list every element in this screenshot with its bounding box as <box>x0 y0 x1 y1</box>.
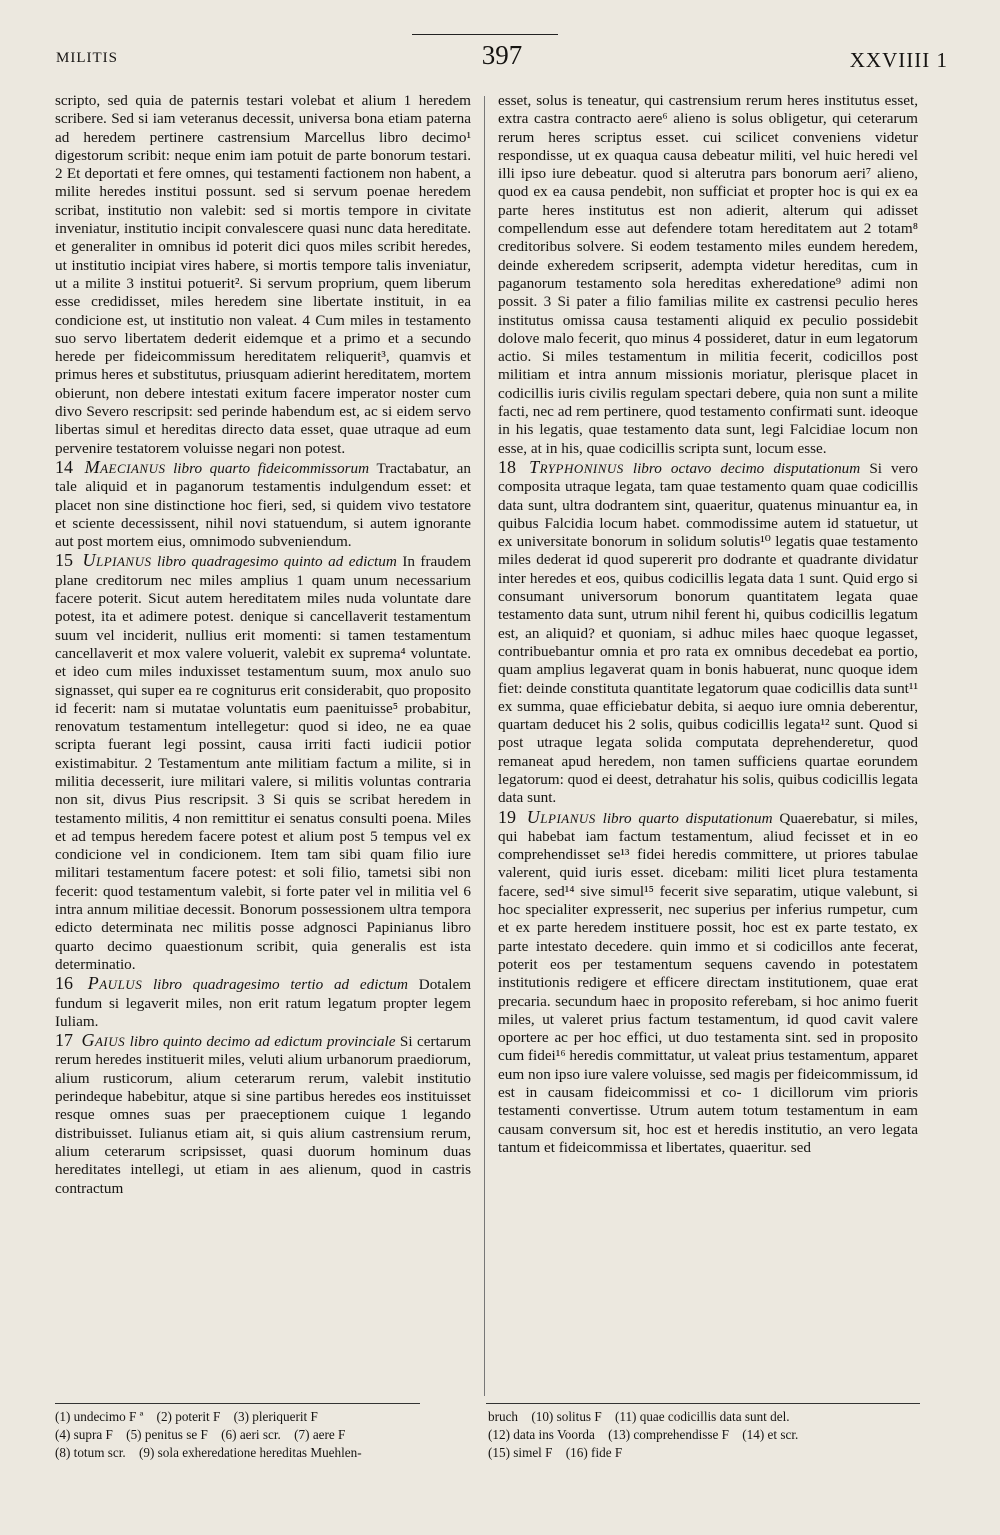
footnote-5: (5) penitus se F <box>126 1427 208 1442</box>
page-header <box>56 40 948 80</box>
footnote-line <box>55 1408 475 1426</box>
fragment-16 <box>55 974 471 1031</box>
fragment-author: Tryphoninus <box>529 456 624 477</box>
footnote-16: (16) fide F <box>565 1445 623 1460</box>
fragment-14 <box>55 458 471 551</box>
fragment-number: 18 <box>498 456 516 477</box>
page-number: 397 <box>481 40 523 70</box>
footnote-9-continued: bruch <box>488 1409 519 1424</box>
fragment-text: Tractabatur, an tale aliquid et in paganorum testamentis indulgendum esset: et placet non sine distinctione hoc fieri, sed, si quidem vivo testatore et sciente decessissent, nihil novi statuendum, si autem ignorante aut post mortem eius, omnimodo subveniendum. <box>55 459 471 551</box>
fragment-text: Si certarum rerum heredes instituerit miles, veluti alium urbanorum praediorum, alium rusticorum, alium ceterarum rerum, valebit institutio perindeque habebitur, atque si sine partibus heredes eos instituisset resque omnes suas per praeceptionem cuique 1 legando distribuisset. Iulianus etiam ait, si quis alium castrensium rerum, alium ceterarum scripsisset, quasi duorum hominum duas hereditates intellegi, ut etiam in aes alienum, quod in castris contractum <box>55 1033 471 1197</box>
footnote-line <box>488 1426 918 1444</box>
fragment-number: 14 <box>55 456 73 477</box>
fragment-work: libro quarto disputationum <box>602 809 773 827</box>
footnote-line <box>55 1444 475 1462</box>
footnote-3: (3) pleriquerit F <box>233 1409 318 1424</box>
footnotes-right <box>488 1408 918 1462</box>
fragment-15 <box>55 551 471 974</box>
fragment-work: libro quinto decimo ad edictum provinciale <box>129 1033 396 1051</box>
fragment-18 <box>498 458 918 808</box>
right-column-intro: esset, solus is teneatur, qui castrensium rerum heres institutus esset, extra castra contracto aere⁶ alieno is solus obligetur, qui ceterarum rerum heres scriptus esset. cui scilicet conveniens videtur respondisse, ut ex quaqua causa debeatur militi, vel huic heredi vel illi ipso iure debeatur. quod si alterutra pars bonorum aeri⁷ alieno, quod ex ea causa pendebit, non sufficiat et propter hoc is qui ex ea parte heres institutus est non adierit, alterum qui adisset compellendum esse aut defendere totam hereditatem aut 2 totam⁸ creditoribus solvere. Si eodem testamento miles eundem heredem, deinde exheredem scripserit, adempta videtur hereditas, cum in paganorum testamento sola hereditas exheredatione⁹ adimi non possit. 3 Si pater a filio familias milite ex castrensi peculio heres institutus omissa causa testamenti aliquid ex peculio possidebit dolove malo fecerit, quo minus 4 possideret, datur in eum legatorum actio. Si miles testamentum in militia fecerit, codicillos post militiam et intra annum missionis moriatur, plerisque placet in codicillis iuris civilis regulam spectari debere, quia non sunt a milite facti, nec ad rem pertinere, quod testamento confirmati sunt. ideoque in his legatis, quae testamento data sunt, legi Falcidiae locum non esse, at in his, quae codicillis scripta sunt, locum esse. <box>498 92 918 457</box>
footnote-line <box>55 1426 475 1444</box>
fragment-number: 19 <box>498 806 516 827</box>
fragment-number: 15 <box>55 550 73 571</box>
running-head-left: MILITIS <box>56 50 118 66</box>
footnote-11: (11) quae codicillis data sunt del. <box>614 1409 790 1424</box>
footnote-13: (13) comprehendisse F <box>608 1427 729 1442</box>
footnote-6: (6) aeri scr. <box>221 1427 281 1442</box>
footnote-rule-right <box>486 1403 920 1404</box>
footnote-10: (10) solitus F <box>531 1409 602 1424</box>
fragment-work: libro octavo decimo disputationum <box>632 459 861 477</box>
fragment-work: libro quadragesimo quinto ad edictum <box>156 553 397 571</box>
footnote-1: (1) undecimo F ª <box>55 1409 144 1424</box>
fragment-work: libro quadragesimo tertio ad edictum <box>152 976 408 994</box>
left-column <box>55 92 471 1397</box>
fragment-author: Ulpianus <box>82 550 152 571</box>
footnote-15: (15) simel F <box>488 1445 553 1460</box>
fragment-text: Si vero composita utraque legata, tam quae testamento quam quae codicillis data sunt, ultra dodrantem sint, quaeritur, quatenus minuantur ea, in quibus Falcidia locum habet. commodissime autem id statuetur, ut ex universitate bonorum in solidum solutis¹⁰ legatis quae testamento miles dederat id quod supererit pro dodrante et quadrante dividatur inter heredes et eos, quibus codicillis legata data 1 sunt. Quid ergo si consumant universorum bonorum quantitatem legata quae testamento data sunt, utrum nihil ferent hi, quibus codicillis legatum est, an aliquid? et quoniam, si adhuc miles haec quoque legasset, contribuebantur omnia et pro rata ex omnibus decedebat ea portio, quam amplius legaverat quam in bonis habuerat, nunc quoque idem fiet: deinde constituta quantitate legatorum quae codicillis data sunt¹¹ ex summa, quae efficiebatur debita, si aequo iure omnia deberentur, quartam deducet his 2 solis, quibus codicillis legata¹² sunt. Quod si post utraque legata solida computata deprehenderetur, quod remaneat apud heredem, non tamen sufficiens quartae eorundem legatorum: quod ei deest, detrahatur his solis, quibus codicillis legata data sunt. <box>498 459 918 807</box>
footnote-line <box>488 1408 918 1426</box>
footnote-rule-left <box>55 1403 420 1404</box>
fragment-work: libro quarto fideicommissorum <box>173 459 370 477</box>
fragment-text: In fraudem plane creditorum nec miles amplius 1 quam unum necessarium facere poterit. Sicut autem hereditatem miles nuda voluntate dare potest, ita et adimere potest. denique si cancellaverit testamentum suum vel inciderit, nullius erit momenti: si tamen testamentum cancellaverit et mox valere voluerit, valebit ex suprema⁴ voluntate. et ideo cum miles induxisset testamentum suum, mox anulo suo signasset, qui super ea re cogniturus erit considerabit, quo proposito id fecerit: nam si mutatae voluntatis eum paenituisse⁵ probabitur, renovatum testamentum intellegetur: quod si ideo, ne ea quae scripta fuerant legi possint, causa irriti facti iudicii potior existimabitur. 2 Testamentum ante militiam factum a milite, si in militia decesserit, iure militari valere, si militis voluntas contraria non sit, divus Pius rescripsit. 3 Si quis se scribat heredem in testamento militis, 4 non remittitur ei senatus consulti poena. Miles et ad tempus heredem facere potest et alium post 5 tempus vel ex condicione vel in condicionem. Item tam sibi quam filio iure militari testamentum facere potest: et soli filio, tametsi sibi non fecerit: quod testamentum valebit, si forte pater vel in militia vel 6 intra annum militiae decessit. Bonorum possessionem ultra tempora edicto determinata nec militis posse adgnosci Papinianus libro quarto decimo quaestionum scribit, quia generalis est ista determinatio. <box>55 553 471 973</box>
fragment-text: Quaerebatur, si miles, qui habebat iam factum testamentum, aliud fecisset et in eo comprehendisset se¹³ fidei heredis committere, ut priores tabulae valerent, quid iuris esset. dicebam: militi licet plura testamenta facere, sed¹⁴ sive simul¹⁵ fecerit sive separatim, utique valebunt, si hoc specialiter expresserit, nec superius per inferius rumpetur, cum et ex parte heredem instituere possit, hoc est ex parte testato, ex parte intestato decedere. quin immo et si codicillos ante fecerat, poterit eos per testamentum sequens cavendo in potestatem institutionis redigere et efficere directam institutionem, quae erat precaria. secundum haec in proposito referebam, si hoc animo fuerit miles, ut valeret prius factum testamentum, id quod cavit valere oportere ac per hoc effici, ut duo testamenta sint. sed in proposito cum fidei¹⁶ heredis committatur, ut valeat prius testamentum, apparet eum non ipso iure valere voluisse, sed magis per fideicommissum, id est in causam fideicommissi et co- 1 dicillorum vim prioris testamenti convertisse. Utrum autem totum testamentum in eam causam conversum sit, hoc est et heredis institutio, an vero legata tantum et fideicommissa et libertates, quaeritur. sed <box>498 809 918 1156</box>
footnote-4: (4) supra F <box>55 1427 113 1442</box>
footnote-12: (12) data ins Voorda <box>488 1427 595 1442</box>
footnote-9: (9) sola exheredatione hereditas Muehlen- <box>139 1445 362 1460</box>
fragment-text: Dotalem fundum si legaverit miles, non erit ratum legatum propter legem Iuliam. <box>55 976 471 1030</box>
fragment-author: Gaius <box>81 1030 126 1051</box>
right-column <box>498 92 918 1397</box>
fragment-author: Paulus <box>87 973 143 994</box>
fragment-number: 17 <box>55 1030 73 1051</box>
footnotes-left <box>55 1408 475 1462</box>
header-rule <box>412 34 558 35</box>
left-column-intro: scripto, sed quia de paternis testari volebat et alium 1 heredem scribere. Sed si iam veteranus decessit, universa bona etiam paterna ad heredem pertinere castrensium Marcellus libro decimo¹ digestorum scribit: neque enim iam potuit de parte bonorum testari. 2 Et deportati et fere omnes, qui testamenti factionem non habent, a milite heredes institui possunt. sed si servum poenae heredem scribat, institutio non valebit: sed si mortis tempore in civitate inveniatur, institutio incipit convalescere quasi nunc data hereditate. et generaliter in omnibus id poterit dici quos miles scribit heredes, ut institutio incipiat vires habere, si mortis tempore talis inveniatur, ut a milite 3 institui potuerit². Si servum proprium, quem liberum esse credidisset, miles heredem sine libertate instituit, in ea condicione est, ut institutio non valeat. 4 Cum miles in testamento suo servo libertatem dederit eidemque et a primo et a secundo herede per fideicommissum hereditatem reliquerit³, quamvis et primus heres et substitutus, priusquam adierint hereditatem, mortem obierunt, non debere intestati exitum facere imperator noster cum divo Severo rescripsit: sed perinde habendum est, ac si eidem servo libertas simul et hereditas directo data esset, quae utraque ad eum pervenire testatorem voluisse negari non potest. <box>55 92 471 457</box>
footnote-line <box>488 1444 918 1462</box>
fragment-author: Maecianus <box>84 456 166 477</box>
fragment-number: 16 <box>55 973 73 994</box>
fragment-author: Ulpianus <box>526 806 596 827</box>
running-head-right: XXVIIII 1 <box>849 48 948 72</box>
footnote-2: (2) poterit F <box>156 1409 221 1424</box>
fragment-19 <box>498 808 918 1158</box>
footnote-14: (14) et scr. <box>742 1427 799 1442</box>
footnote-7: (7) aere F <box>294 1427 346 1442</box>
fragment-17 <box>55 1031 471 1198</box>
column-divider <box>484 96 485 1396</box>
footnote-8: (8) totum scr. <box>55 1445 126 1460</box>
